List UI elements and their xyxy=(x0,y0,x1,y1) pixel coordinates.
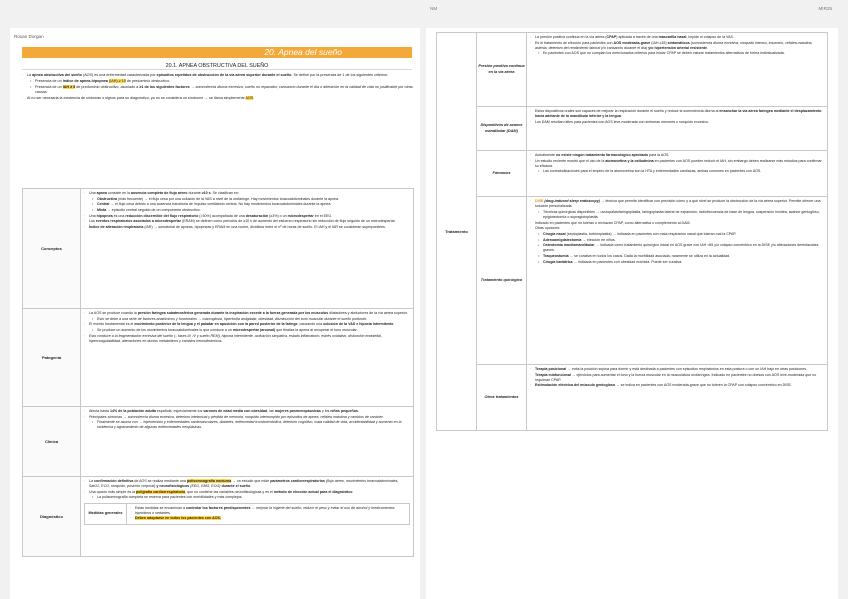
intro-note: · Al no ser necesaria la existencia de síntomas o signos para su diagnóstico, ya no se considera un síndrome → se llama simplemente AOS. xyxy=(22,96,414,101)
row-clinica: Clínica · Afecta hasta 14% de la población adulta española, especialmente los varones de edad media con obesidad, las mujeres posmenopáusicas y los niños pequeños. · Principales síntomas → somnolencia diurna excesiva, deterioro intelectual y pérdida de memoria, ronquido interrumpido por episodios de apnea, cefalea matutina y cambios de carácter. • Finalmente se asocia con → hipertensión y enfermedades cardiovasculares, diabetes, enfermedad tromboembólica, deterioro cognitivo, mala calidad de vida, accidentabilidad y aumento en la incidencia y agravamiento de algunas enfermedades neoplásicas. xyxy=(23,407,414,477)
row-farmacos: Fármacos · Actualmente no existe ningún tratamiento farmacológico aprobado para la AOS. · Un estudio reciente mostró que el uso de la atomoxetina y la oxibutinina en pacientes con AOS pueden reducir el IAH, sin embargo deben realizarse más estudios para confirmar su eficacia. • Las contraindicaciones para el empleo de la atomoxetina son la HTA y enfermedades cardíacas, ambas comunes en pacientes con AOS. xyxy=(437,151,828,197)
treatment-label: Tratamiento xyxy=(437,33,477,431)
row-cpap: Tratamiento Presión positiva continua en la vía aérea · La presión positiva continua en la vía aérea (CPAP) aplicada a través de una mascarilla nasal, impide el colapso de la VAS. · Es el tratamiento de elección para pacientes con AOS moderada-grave (IAH ≥15) sintomáticos (somnolencia diurna excesiva, ronquido intenso, insomnio, cefalea matutina, astenia, deterioro del rendimiento laboral y/o cansancio durante el día) y/o hipertensión arterial resistente. • En pacientes con AOS que no cumplan los mencionados criterios para iniciar CPAP se deben valorar tratamientos alternativos de forma individualizada. xyxy=(437,33,828,107)
row-label-conceptos: Conceptos xyxy=(23,189,81,309)
medidas-generales-table: Medidas generales · Estas medidas se encaminan a controlar los factores predisponentes → mejorar la higiene del sueño, reducir el peso y evitar el uso de alcohol y medicamentos hipnóticos o sedantes. · Deben adoptarse en todos los pacientes con AOS. xyxy=(84,503,410,525)
aos-table xyxy=(22,188,414,557)
header-author: Roxan Dorgan xyxy=(14,34,44,39)
header-right-label: MIR25 xyxy=(818,6,832,11)
page-left xyxy=(10,28,420,599)
row-label-dam: Dispositivos de avance mandibular (DAM) xyxy=(477,107,527,151)
row-dam: Dispositivos de avance mandibular (DAM) · Estos dispositivos orales son capaces de mejorar la respiración durante el sueño y reducir la somnolencia diurna al ensanchar la vía aérea faríngea mediante el desplazamiento hacia adelante de la mandíbula inferior y la lengua. · Los DAM resultan útiles para pacientes con AOS leve-moderada con síntomas menores o ronquido excesivo. xyxy=(437,107,828,151)
intro-criterion-2: • Presencia de un IAH ≥ 5 de predominio obstructivo, asociado a ≥1 de los siguientes factores → somnolencia diurna excesiva, sueño no reparador, cansancio durante el día o alteración en la calidad de vida no justificable por otras causas. xyxy=(22,85,414,95)
row-patogenia: Patogenia · La AOS se produce cuando la presión faríngea subatmosférica generada durante la inspiración excede a la fuerza generada por los músculos dilatadores y abductores de la vía aérea superior. • Esto se debe a una serie de factores anatómicos y funcionales → macroglosia, hipertrofia amigdalar, obesidad, disminución del tono muscular durante el sueño profundo. · El evento fundamental es el movimiento posterior de la lengua y el paladar en aposición con la pared posterior de la faringe, causando una oclusión de la VAS e hipoxia intermitente. • Se produce un aumento de los movimientos toracoabdominales lo que conduce a un microdespertar (arousal) que finaliza la apnea al recuperar el tono muscular. · Esto conduce a la fragmentación excesiva del sueño (↓ fases III, IV y sueño REM), hipoxia intermitente, activación simpática, estado inflamatorio, estrés oxidativo, disfunción endotelial, hipercoagulabilidad, alteraciones en ductos metabólicos y cambios hemodinámicos. xyxy=(23,309,414,407)
row-label-otros: Otros tratamientos xyxy=(477,365,527,431)
header-mid-label: NM xyxy=(430,6,438,11)
row-otros: Otros tratamientos · Terapia posicional → evita la posición supina para dormir y está destinada a pacientes con episodios respiratorios en esta postura o con un IAH bajo en otras posiciones. · Terapia miofuncional → ejercicios para aumentar el tono y la fuerza muscular en la musculatura orofaríngea. Indicado en pacientes no obesos con AOS leve-moderada que no requieran CPAP. · Estimulación eléctrica del músculo geniogloso → se indica en pacientes con AOS moderada-grave que no toleren la CPAP con colapso concéntrico en DISE. xyxy=(437,365,828,431)
page-right xyxy=(426,6,838,599)
row-label-farmacos: Fármacos xyxy=(477,151,527,197)
row-conceptos: Conceptos · Una apnea consiste en la ausencia completa de flujo aéreo durante ≥10 s. Se clasifican en: • Obstructiva (más frecuente) → el flujo cesa por una oclusión de la VAS a nivel de la orofaringe. Hay movimientos toracoabdominales durante la apnea. • Central → el flujo cesa debido a una ausencia transitoria de impulso ventilatorio central. No hay movimientos toracoabdominales durante la apnea. • Mixta → episodio central seguido de un componente obstructivo. · Una hipopnea es una reducción discernible del flujo respiratorio (>30%) acompañada de una desaturación (≥3%) o un microdespertar en el EEG. · Los eventos respiratorios asociados a microdespertar (ERAM) se definen como períodos de ≥10 s de aumento del esfuerzo respiratorio sin reducción de flujo seguido de un microdespertar. · Índice de alteración respiratoria (IAR) → sumatorial de apneas, hipopneas y ERAM en una noche, divididos entre el nº de horas de sueño. El IAH y el IAR se consideran superponibles. xyxy=(23,189,414,309)
row-label-diagnostico: Diagnóstico xyxy=(23,477,81,557)
intro-definition: · La apnea obstructiva del sueño (AOS) es una enfermedad caracterizada por episodios repetidos de obstrucción de la vía aérea superior durante el sueño. Se define por la presencia de 1 de los siguientes criterios: xyxy=(22,73,414,78)
row-label-clinica: Clínica xyxy=(23,407,81,477)
row-label-patogenia: Patogenia xyxy=(23,309,81,407)
chapter-title: 20. Apnea del sueño xyxy=(22,47,412,58)
intro-text xyxy=(22,73,414,101)
medidas-generales-label: Medidas generales xyxy=(85,503,127,524)
section-title: 20.1. APNEA OBSTRUCTIVA DEL SUEÑO xyxy=(22,62,412,70)
treatment-table xyxy=(436,32,828,431)
row-quirurgico: Tratamiento quirúrgico · DISE (drug-induced sleep endoscopy) → técnica que permite identificar con precisión cómo y a qué nivel se produce la obstrucción de la vía aérea superior. Permite ofrecer una solución personalizada. • Técnicas quirúrgicas disponibles → uvulopalatofaringoplastia, faringoplastia lateral de expansión, radiofrecuencia de base de lengua, suspensión hioidea, avance genioglóso, epiglotectomía o supraglotoplastia. · Indicado en pacientes que no toleran o rechazan CPAP, como alternativa o complemento al DAM. · Otras opciones: • Cirugía nasal (septoplastia, turbinoplastia) → indicada en pacientes con mala respiración nasal que toleran mal la CPAP. • Adenoamigdalectomía → elección en niños. • Osteotomía maxilomandibular → indicada como tratamiento quirúrgico inicial en AOS grave con IAH >65 y/o colapso concéntrico en la DISE y/o alteraciones dentofaciales graves. • Traqueostomía → se curativa en todos los casos. Dada la morbilidad asociada, raramente se utiliza en la actualidad. • Cirugía bariátrica → indicada en pacientes con obesidad mórbida. Puede ser curativa. xyxy=(437,197,828,365)
row-label-cpap: Presión positiva continua en la vía aérea xyxy=(477,33,527,107)
row-diagnostico: Diagnóstico · La confirmación definitiva de AOS se realiza mediante una polisomnografía nocturna → un estudio que mide parámetros cardiorrespiratorios (flujo aéreo, movimientos toracoabdominales, SatO2, ECG, ronquido, posición corporal) y neurofisiológicos (EEG, EMG, EOG) durante el sueño. · Una opción más simple es la poligrafía cardiorrespiratoria, que no contiene las variables neurofisiológicas y es el método de elección actual para el diagnóstico. • La polisomnografía completa se reserva para pacientes con morbilidades y más complejos. Medidas generales · Estas medidas se encaminan a controlar los factores predisponentes → mejorar la higiene del sueño, reducir el peso y evitar el uso de alcohol y medicamentos hipnóticos o sedantes. · Deben adoptarse en todos los pacientes con AOS. xyxy=(23,477,414,557)
row-label-quirurgico: Tratamiento quirúrgico xyxy=(477,197,527,365)
intro-criterion-1: • Presencia de un índice de apnea-hipopnea (IAH) ≥ 15 de predominio obstructivo. xyxy=(22,79,414,84)
